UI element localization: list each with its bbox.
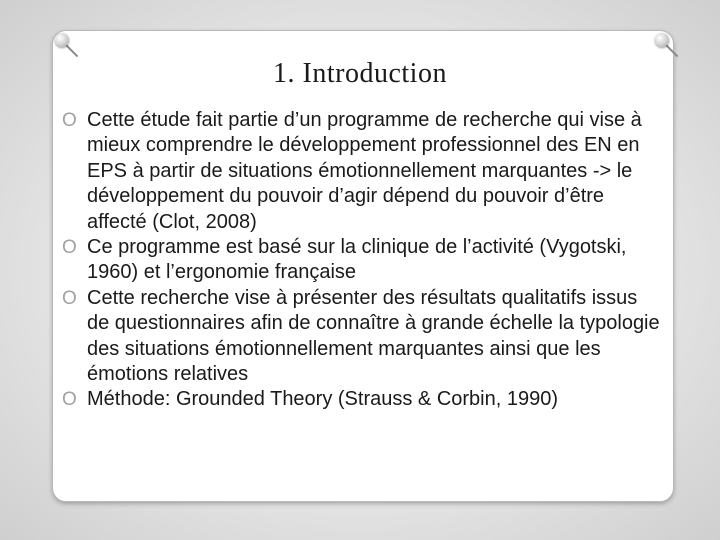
bullet-marker-icon: O (62, 237, 77, 259)
bullet-item (62, 286, 662, 388)
pushpin-right-icon (655, 33, 669, 47)
bullet-text: Cette étude fait partie d’un programme de recherche qui vise à mieux comprendre le développement professionnel des EN en EPS à partir de situations émotionnellement marquantes -> le développement du pouvoir d’agir dépend du pouvoir d’être affecté (Clot, 2008) (87, 109, 642, 233)
bullet-text: Ce programme est basé sur la clinique de l’activité (Vygotski, 1960) et l’ergonomie française (87, 236, 627, 284)
bullet-item (62, 235, 662, 286)
bullet-text: Méthode: Grounded Theory (Strauss & Corbin, 1990) (87, 388, 558, 411)
bullet-list (62, 108, 662, 413)
bullet-marker-icon: O (62, 389, 77, 411)
pushpin-left-icon (55, 33, 69, 47)
bullet-text: Cette recherche vise à présenter des résultats qualitatifs issus de questionnaires afin de connaître à grande échelle la typologie des situations émotionnellement marquantes ainsi que les émotions relatives (87, 286, 660, 386)
bullet-item (62, 387, 662, 412)
bullet-marker-icon: O (62, 110, 77, 131)
bullet-marker-icon: O (62, 287, 77, 309)
slide-title: 1. Introduction (273, 58, 447, 89)
bullet-item (62, 108, 662, 235)
